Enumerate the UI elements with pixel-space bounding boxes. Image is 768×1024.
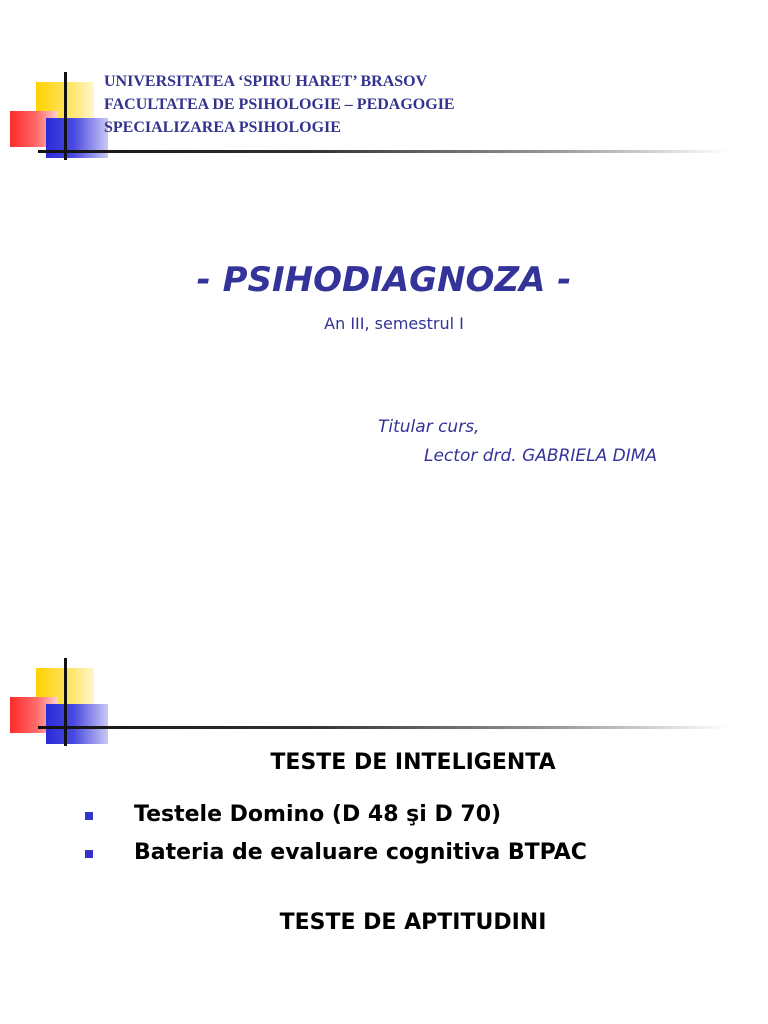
course-subtitle: An III, semestrul I xyxy=(324,314,464,333)
emblem-blue-square xyxy=(46,704,108,744)
lecturer-name: Lector drd. GABRIELA DIMA xyxy=(424,446,658,466)
titular-label: Titular curs, xyxy=(378,417,480,437)
section-heading-aptitudes: TESTE DE APTITUDINI xyxy=(279,910,547,935)
specialization-name: SPECIALIZAREA PSIHOLOGIE xyxy=(104,119,341,136)
list-item-text: Testele Domino (D 48 şi D 70) xyxy=(134,802,502,827)
emblem-vertical-line xyxy=(64,658,67,746)
university-name: UNIVERSITATEA ‘SPIRU HARET’ BRASOV xyxy=(104,73,428,90)
square-bullet-icon xyxy=(85,812,93,820)
slide-tests xyxy=(0,640,768,1024)
square-bullet-icon xyxy=(85,850,93,858)
institution-header xyxy=(104,70,455,139)
emblem-vertical-line xyxy=(64,72,67,160)
header-rule xyxy=(38,726,728,729)
list-item-text: Bateria de evaluare cognitiva BTPAC xyxy=(134,840,587,865)
section-heading-intelligence: TESTE DE INTELIGENTA xyxy=(270,750,556,775)
header-rule xyxy=(38,150,728,153)
course-title: - PSIHODIAGNOZA - xyxy=(196,260,572,300)
faculty-name: FACULTATEA DE PSIHOLOGIE – PEDAGOGIE xyxy=(104,96,455,113)
